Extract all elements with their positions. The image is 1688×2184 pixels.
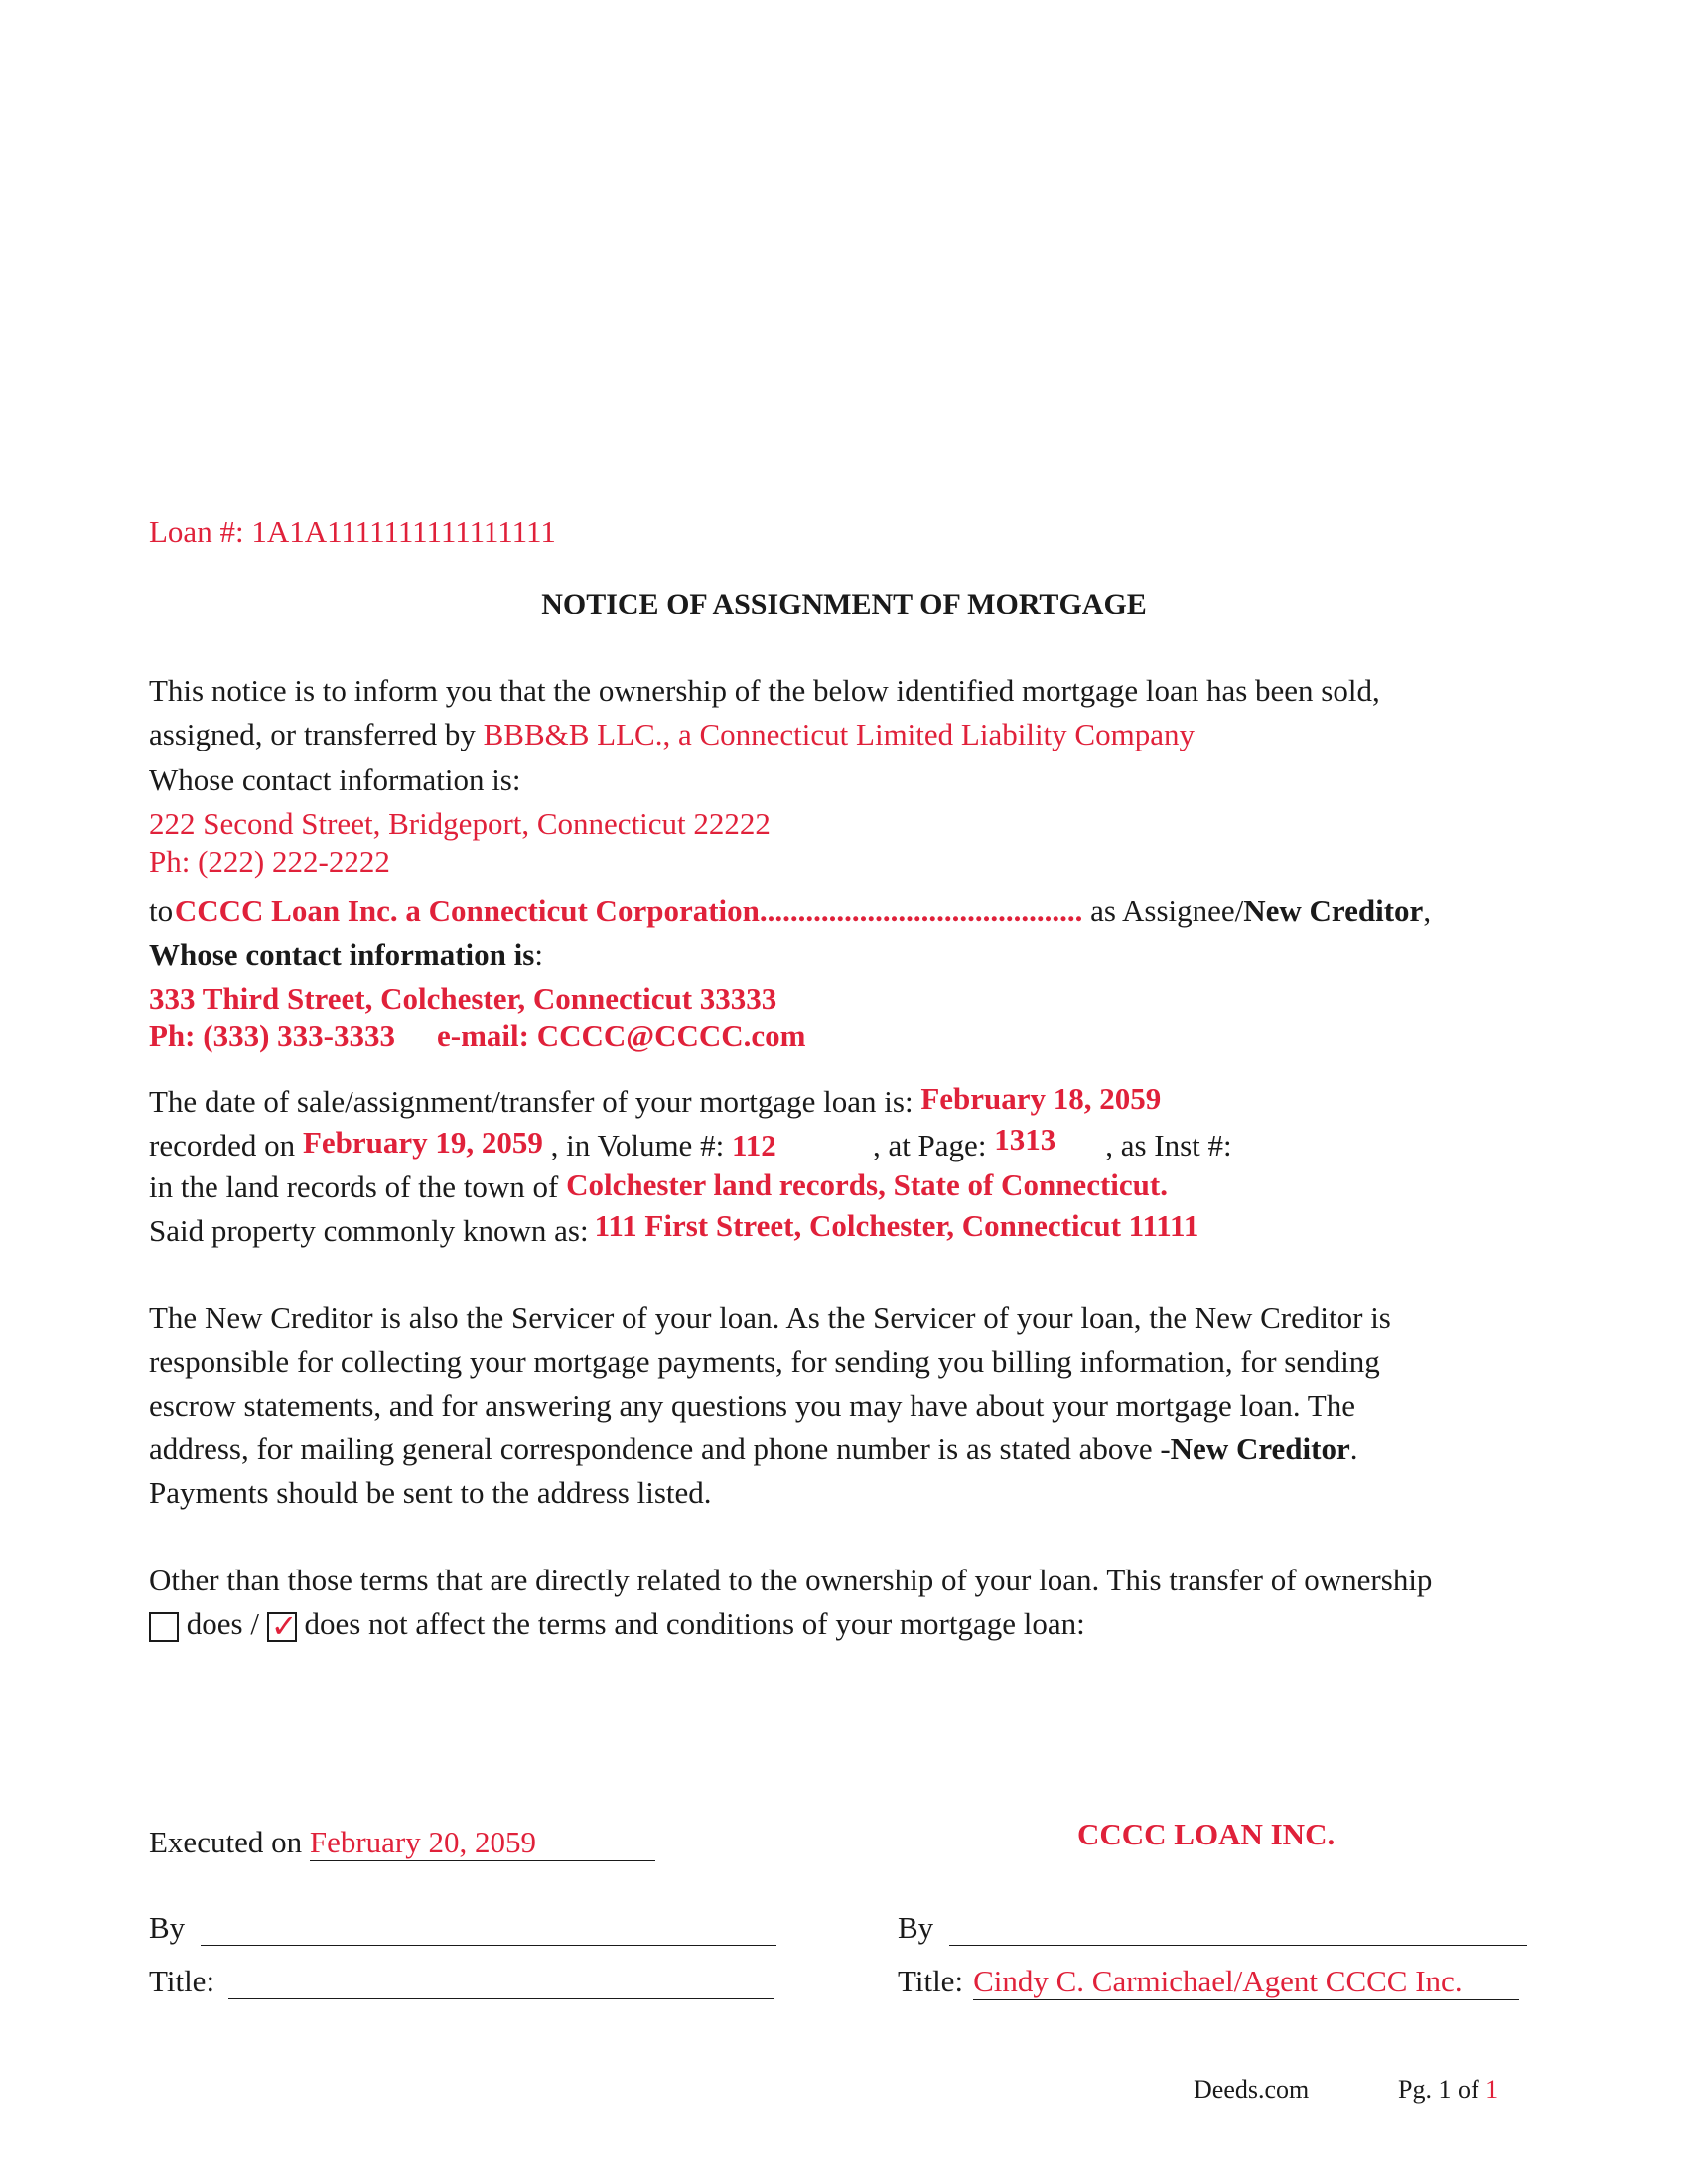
right-title-label: Title: <box>898 1964 964 1998</box>
transfer-date: February 18, 2059 <box>920 1081 1162 1116</box>
servicer-line-1: The New Creditor is also the Servicer of your loan. As the Servicer of your loan, the New Creditor is <box>149 1300 1391 1335</box>
loan-label: Loan #: <box>149 514 252 549</box>
assignee-new-creditor: New Creditor <box>1243 893 1424 928</box>
assignor-phone: Ph: (222) 222-2222 <box>149 844 390 879</box>
assignee-comma: , <box>1423 893 1432 928</box>
servicer-line-4-prefix: address, for mailing general correspondence and phone number is as stated above - <box>149 1432 1171 1466</box>
loan-value: 1A1A1111111111111111 <box>251 514 556 549</box>
executed-line <box>149 1825 655 1861</box>
footer-page-prefix: Pg. 1 of <box>1398 2075 1486 2104</box>
servicer-line-3: escrow statements, and for answering any questions you may have about your mortgage loan. The <box>149 1388 1355 1423</box>
town-label: in the land records of the town of <box>149 1169 567 1204</box>
assignee-line <box>149 893 1431 929</box>
transfer-date-line <box>149 1081 1162 1120</box>
recorded-date: February 19, 2059 <box>302 1125 543 1160</box>
servicer-new-creditor: New Creditor <box>1170 1432 1350 1466</box>
town-value: Colchester land records, State of Connecticut. <box>566 1167 1168 1202</box>
loan-number <box>149 514 556 550</box>
terms-line-1: Other than those terms that are directly related to the ownership of your loan. This transfer of ownership <box>149 1563 1433 1597</box>
does-label: does / <box>179 1606 267 1641</box>
executed-date: February 20, 2059 <box>310 1825 655 1861</box>
recorded-line <box>149 1122 1232 1163</box>
assignee-contact-label <box>149 937 543 973</box>
servicer-line-2: responsible for collecting your mortgage payments, for sending you billing information, for sending <box>149 1344 1380 1379</box>
transfer-date-label: The date of sale/assignment/transfer of your mortgage loan is: <box>149 1084 921 1119</box>
right-title-line <box>898 1964 1519 2000</box>
assignee-contact-line <box>149 1019 805 1054</box>
assignee-to-label: to <box>149 893 174 928</box>
signer-title: Cindy C. Carmichael/Agent CCCC Inc. <box>973 1964 1519 2000</box>
volume-value: 112 <box>731 1128 776 1162</box>
town-line <box>149 1169 1168 1205</box>
left-title-field[interactable] <box>228 1969 774 1999</box>
terms-line-2 <box>149 1606 1085 1642</box>
right-by-signature-line[interactable] <box>949 1915 1527 1946</box>
left-by-signature-line[interactable] <box>201 1915 776 1946</box>
page-label: , at Page: <box>872 1128 995 1162</box>
property-value: 111 First Street, Colchester, Connecticut 11111 <box>594 1208 1199 1243</box>
intro-line-2 <box>149 717 1195 752</box>
intro-line-2-prefix: assigned, or transferred by <box>149 717 484 751</box>
assignee-contact-colon: : <box>534 937 543 972</box>
servicer-line-5: Payments should be sent to the address listed. <box>149 1475 712 1510</box>
assignee-dots: .......................................... <box>759 893 1083 928</box>
page-value: 1313 <box>994 1122 1056 1157</box>
left-title-line <box>149 1964 774 1999</box>
recorded-label: recorded on <box>149 1128 303 1162</box>
left-by-line <box>149 1910 776 1946</box>
servicer-line-4-suffix: . <box>1349 1432 1358 1466</box>
assignee-phone: Ph: (333) 333-3333 <box>149 1019 395 1053</box>
volume-label: , in Volume #: <box>542 1128 732 1162</box>
does-checkbox[interactable] <box>149 1612 179 1642</box>
right-by-label: By <box>898 1910 934 1945</box>
assignee-as-label: as Assignee/ <box>1082 893 1244 928</box>
company-name: CCCC LOAN INC. <box>1077 1817 1336 1851</box>
property-label: Said property commonly known as: <box>149 1213 589 1248</box>
does-not-checkbox[interactable] <box>267 1607 298 1644</box>
assignor-name: BBB&B LLC., a Connecticut Limited Liability Company <box>483 717 1195 751</box>
assignee-address: 333 Third Street, Colchester, Connecticut 33333 <box>149 981 777 1016</box>
property-line <box>149 1208 1199 1249</box>
left-by-label: By <box>149 1910 186 1945</box>
servicer-line-4 <box>149 1432 1358 1467</box>
right-by-line <box>898 1910 1527 1946</box>
document-title: NOTICE OF ASSIGNMENT OF MORTGAGE <box>541 588 1147 620</box>
checkmark-icon: ✓ <box>270 1607 298 1644</box>
footer-page-total: 1 <box>1485 2075 1499 2104</box>
footer-brand: Deeds.com <box>1194 2075 1310 2104</box>
assignee-contact-text: Whose contact information is <box>149 937 535 972</box>
executed-label: Executed on <box>149 1825 310 1859</box>
assignor-address: 222 Second Street, Bridgeport, Connecticut 22222 <box>149 806 771 841</box>
assignor-contact-label: Whose contact information is: <box>149 762 521 797</box>
assignee-name: CCCC Loan Inc. a Connecticut Corporation <box>174 893 760 928</box>
does-not-label: does not affect the terms and conditions of your mortgage loan: <box>296 1606 1085 1641</box>
footer-page-number <box>1398 2075 1498 2105</box>
assignee-email: e-mail: CCCC@CCCC.com <box>436 1019 806 1053</box>
left-title-label: Title: <box>149 1964 215 1998</box>
inst-label: , as Inst #: <box>1105 1128 1232 1162</box>
intro-line-1: This notice is to inform you that the ownership of the below identified mortgage loan has been sold, <box>149 673 1380 708</box>
